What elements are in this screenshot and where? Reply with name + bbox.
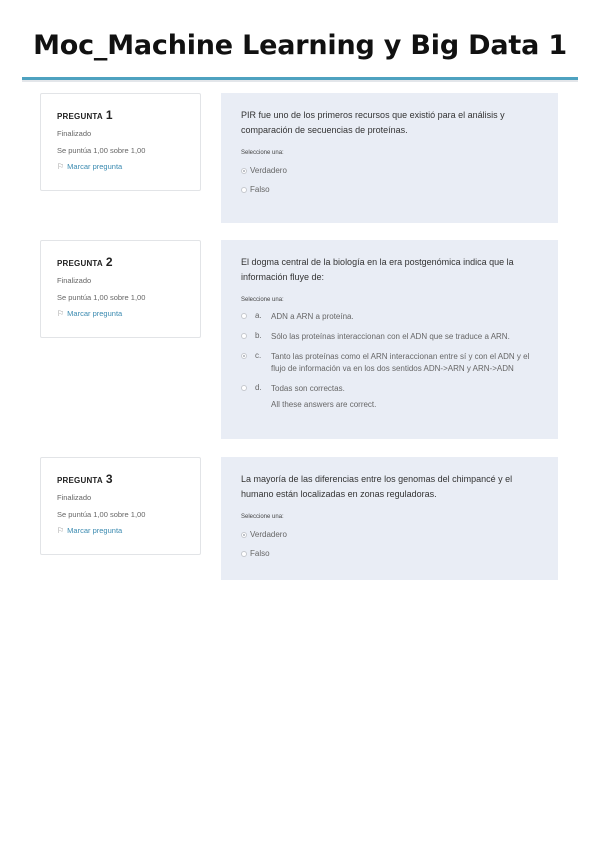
select-prompt: Seleccione una: (241, 150, 284, 156)
radio-button[interactable] (241, 187, 247, 193)
question-state: Finalizado (57, 276, 92, 285)
question-grade: Se puntúa 1,00 sobre 1,00 (57, 146, 146, 155)
answer-option-false[interactable]: Falso (241, 185, 540, 194)
radio-button[interactable] (241, 313, 247, 319)
question-content-3 (221, 457, 558, 580)
answer-option-b[interactable]: b. Sólo las proteínas interaccionan con el ADN que se traduce a ARN. (241, 331, 540, 343)
question-text: PIR fue uno de los primeros recursos que existió para el análisis y comparación de secuencias de proteínas. (241, 110, 505, 135)
question-content-1 (221, 93, 558, 223)
question-content-2 (221, 240, 558, 439)
question-number: 2 (105, 255, 113, 269)
flag-icon: ⚐ (57, 526, 65, 535)
flag-icon: ⚐ (57, 309, 65, 318)
answer-option-c[interactable]: c. Tanto las proteínas como el ARN interaccionan entre sí y con el ADN y el flujo de información va en los dos sentidos ADN->ARN y ARN->ADN (241, 351, 540, 375)
question-grade: Se puntúa 1,00 sobre 1,00 (57, 293, 146, 302)
question-state: Finalizado (57, 129, 92, 138)
document-title: Moc_Machine Learning y Big Data 1 (33, 30, 567, 61)
select-prompt: Seleccione una: (241, 297, 284, 303)
question-info-3 (40, 457, 201, 555)
radio-button[interactable] (241, 385, 247, 391)
question-grade: Se puntúa 1,00 sobre 1,00 (57, 510, 146, 519)
radio-button[interactable] (241, 333, 247, 339)
radio-button[interactable] (241, 353, 247, 359)
title-divider-shadow (22, 80, 578, 82)
question-number: 3 (105, 472, 113, 486)
question-number-label: PREGUNTA 3 (57, 472, 113, 486)
answer-subtext: All these answers are correct. (271, 400, 377, 409)
question-number: 1 (105, 108, 113, 122)
answer-option-d[interactable]: d. Todas son correctas. All these answers are correct. (241, 383, 540, 411)
question-info-2 (40, 240, 201, 338)
question-info-1 (40, 93, 201, 191)
question-number-label: PREGUNTA 2 (57, 255, 113, 269)
flag-question-link[interactable]: ⚐ Marcar pregunta (57, 309, 123, 318)
answer-option-true[interactable]: Verdadero (241, 166, 540, 175)
answer-option-false[interactable]: Falso (241, 549, 540, 558)
flag-question-link[interactable]: ⚐ Marcar pregunta (57, 526, 123, 535)
question-text: La mayoría de las diferencias entre los genomas del chimpancé y el humano están localizadas en zonas reguladoras. (241, 474, 513, 499)
flag-question-link[interactable]: ⚐ Marcar pregunta (57, 162, 123, 171)
answer-option-true[interactable]: Verdadero (241, 530, 540, 539)
radio-button[interactable] (241, 532, 247, 538)
select-prompt: Seleccione una: (241, 514, 284, 520)
radio-button[interactable] (241, 551, 247, 557)
question-text: El dogma central de la biología en la era postgenómica indica que la información fluye de: (241, 257, 514, 282)
answer-option-a[interactable]: a. ADN a ARN a proteína. (241, 311, 540, 323)
question-state: Finalizado (57, 493, 92, 502)
radio-button[interactable] (241, 168, 247, 174)
flag-icon: ⚐ (57, 162, 65, 171)
question-number-label: PREGUNTA 1 (57, 108, 113, 122)
